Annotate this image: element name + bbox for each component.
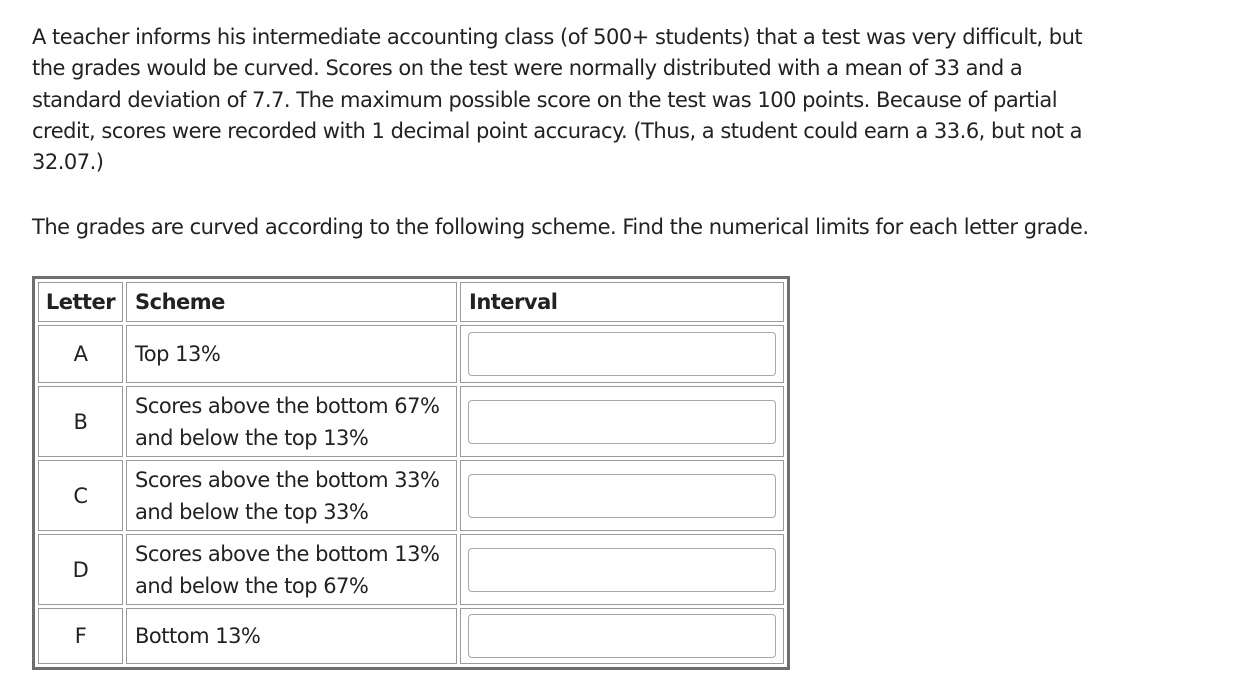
interval-input-b[interactable] bbox=[468, 400, 776, 444]
grade-letter: F bbox=[38, 608, 123, 664]
grade-scheme: Scores above the bottom 33% and below the top 33% bbox=[126, 460, 457, 531]
table-header-row bbox=[38, 282, 784, 322]
grade-letter: A bbox=[38, 325, 123, 383]
interval-cell-a bbox=[460, 325, 784, 383]
table-row-a bbox=[38, 325, 784, 383]
grading-scheme-table bbox=[32, 276, 790, 670]
interval-cell-c bbox=[460, 460, 784, 531]
interval-input-a[interactable] bbox=[468, 332, 776, 376]
interval-input-c[interactable] bbox=[468, 474, 776, 518]
grade-letter: D bbox=[38, 534, 123, 605]
interval-cell-f bbox=[460, 608, 784, 664]
interval-cell-d bbox=[460, 534, 784, 605]
grade-scheme: Scores above the bottom 67% and below the top 13% bbox=[126, 386, 457, 457]
header-letter: Letter bbox=[38, 282, 123, 322]
grade-scheme: Bottom 13% bbox=[126, 608, 457, 664]
grade-letter: B bbox=[38, 386, 123, 457]
interval-cell-b bbox=[460, 386, 784, 457]
header-scheme: Scheme bbox=[126, 282, 457, 322]
grade-letter: C bbox=[38, 460, 123, 531]
table-row-c bbox=[38, 460, 784, 531]
table-row-f bbox=[38, 608, 784, 664]
problem-statement: A teacher informs his intermediate accounting class (of 500+ students) that a test was very difficult, but the grades would be curved. Scores on the test were normally distributed with a mean of 33 and a standard deviation of 7.7. The maximum possible score on the test was 100 points. Because of partial credit, scores were recorded with 1 decimal point accuracy. (Thus, a student could earn a 33.6, but not a 32.07.) bbox=[32, 25, 1083, 175]
table-row-d bbox=[38, 534, 784, 605]
grade-scheme: Scores above the bottom 13% and below the top 67% bbox=[126, 534, 457, 605]
interval-input-d[interactable] bbox=[468, 548, 776, 592]
grade-scheme: Top 13% bbox=[126, 325, 457, 383]
table-row-b bbox=[38, 386, 784, 457]
interval-input-f[interactable] bbox=[468, 614, 776, 658]
header-interval: Interval bbox=[460, 282, 784, 322]
instruction-text: The grades are curved according to the following scheme. Find the numerical limits for each letter grade. bbox=[32, 215, 1089, 239]
